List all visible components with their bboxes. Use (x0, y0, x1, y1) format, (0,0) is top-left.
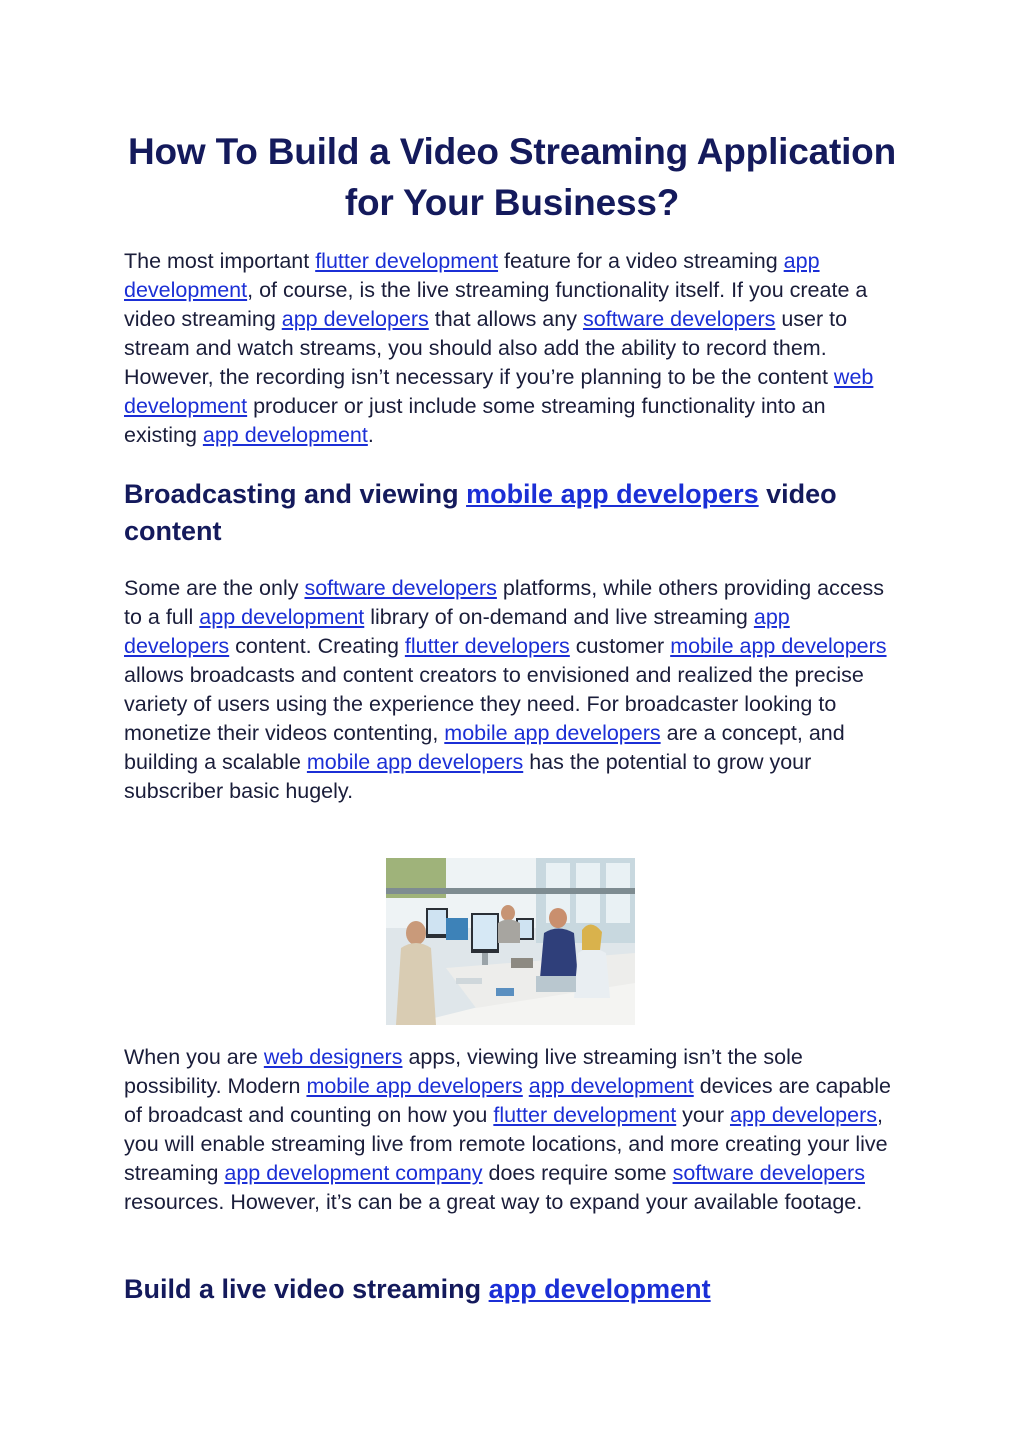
text-run: does require some (482, 1161, 673, 1185)
live-streaming-paragraph (124, 1043, 900, 1217)
link-app-development[interactable]: app development (202, 423, 368, 447)
link-web-designers[interactable]: web designers (263, 1045, 403, 1069)
text-run: customer (569, 634, 671, 658)
link-mobile-app-developers[interactable]: mobile app developers (444, 721, 661, 745)
text-run: When you are (124, 1045, 264, 1069)
text-run: library of on-demand and live streaming (364, 605, 754, 629)
text-run: feature for a video streaming (498, 249, 784, 273)
link-software-developers[interactable]: software developers (672, 1161, 865, 1185)
text-run: your (676, 1103, 730, 1127)
text-run: The most important (124, 249, 316, 273)
link-app-development[interactable]: app development (124, 249, 820, 302)
link-web-development[interactable]: web development (124, 365, 874, 418)
heading-text: Build a live video streaming (124, 1274, 489, 1304)
text-run: , you will enable streaming live from remote locations, and more creating your live streaming (124, 1103, 888, 1185)
link-software-developers[interactable]: software developers (582, 307, 776, 331)
link-mobile-app-developers[interactable]: mobile app developers (306, 1074, 523, 1098)
heading-link-app-development[interactable]: app development (488, 1274, 711, 1304)
text-run: user to stream and watch streams, you should also add the ability to record them. However, the recording isn’t necessary if you’re planning to be the content (124, 307, 848, 389)
link-mobile-app-developers[interactable]: mobile app developers (670, 634, 887, 658)
page-title: How To Build a Video Streaming Application for Your Business? (128, 131, 896, 223)
link-flutter-development[interactable]: flutter development (315, 249, 499, 273)
intro-paragraph (124, 247, 900, 450)
text-run: . (367, 423, 374, 447)
text-run: has the potential to grow your subscriber basic hugely. (124, 750, 812, 803)
link-flutter-development[interactable]: flutter development (493, 1103, 677, 1127)
section-heading-broadcasting (124, 476, 900, 550)
link-app-development[interactable]: app development (199, 605, 365, 629)
heading-link-mobile-app-developers[interactable]: mobile app developers (466, 479, 759, 509)
text-run: apps, viewing live streaming isn’t the sole possibility. Modern (124, 1045, 803, 1098)
office-photo-illustration (386, 858, 635, 1025)
text-run: , of course, is the live streaming functionality itself. If you create a video streaming (124, 278, 868, 331)
text-run: producer or just include some streaming functionality into an existing (124, 394, 826, 447)
broadcasting-paragraph (124, 574, 900, 806)
text-run: content. Creating (229, 634, 405, 658)
text-run: are a concept, and building a scalable (124, 721, 845, 774)
link-software-developers[interactable]: software developers (304, 576, 497, 600)
link-mobile-app-developers[interactable]: mobile app developers (306, 750, 524, 774)
link-app-development[interactable]: app development (528, 1074, 694, 1098)
heading-text: Broadcasting and viewing (124, 479, 467, 509)
text-run: platforms, while others providing access to a full (124, 576, 885, 629)
text-run: resources. However, it’s can be a great way to expand your available footage. (124, 1190, 863, 1214)
link-app-development-company[interactable]: app development company (224, 1161, 483, 1185)
text-run: that allows any (428, 307, 583, 331)
section-heading-build-live (124, 1271, 900, 1308)
text-run: Some are the only (124, 576, 305, 600)
text-run: devices are capable of broadcast and counting on how you (124, 1074, 891, 1127)
link-app-developers[interactable]: app developers (281, 307, 429, 331)
link-flutter-developers[interactable]: flutter developers (404, 634, 570, 658)
text-run: allows broadcasts and content creators to envisioned and realized the precise variety of users using the experience they need. For broadcaster looking to monetize their videos contenting, (124, 663, 864, 745)
heading-text: video content (124, 479, 837, 546)
link-app-developers[interactable]: app developers (124, 605, 790, 658)
office-team-photo (386, 858, 635, 1025)
link-app-developers[interactable]: app developers (729, 1103, 878, 1127)
